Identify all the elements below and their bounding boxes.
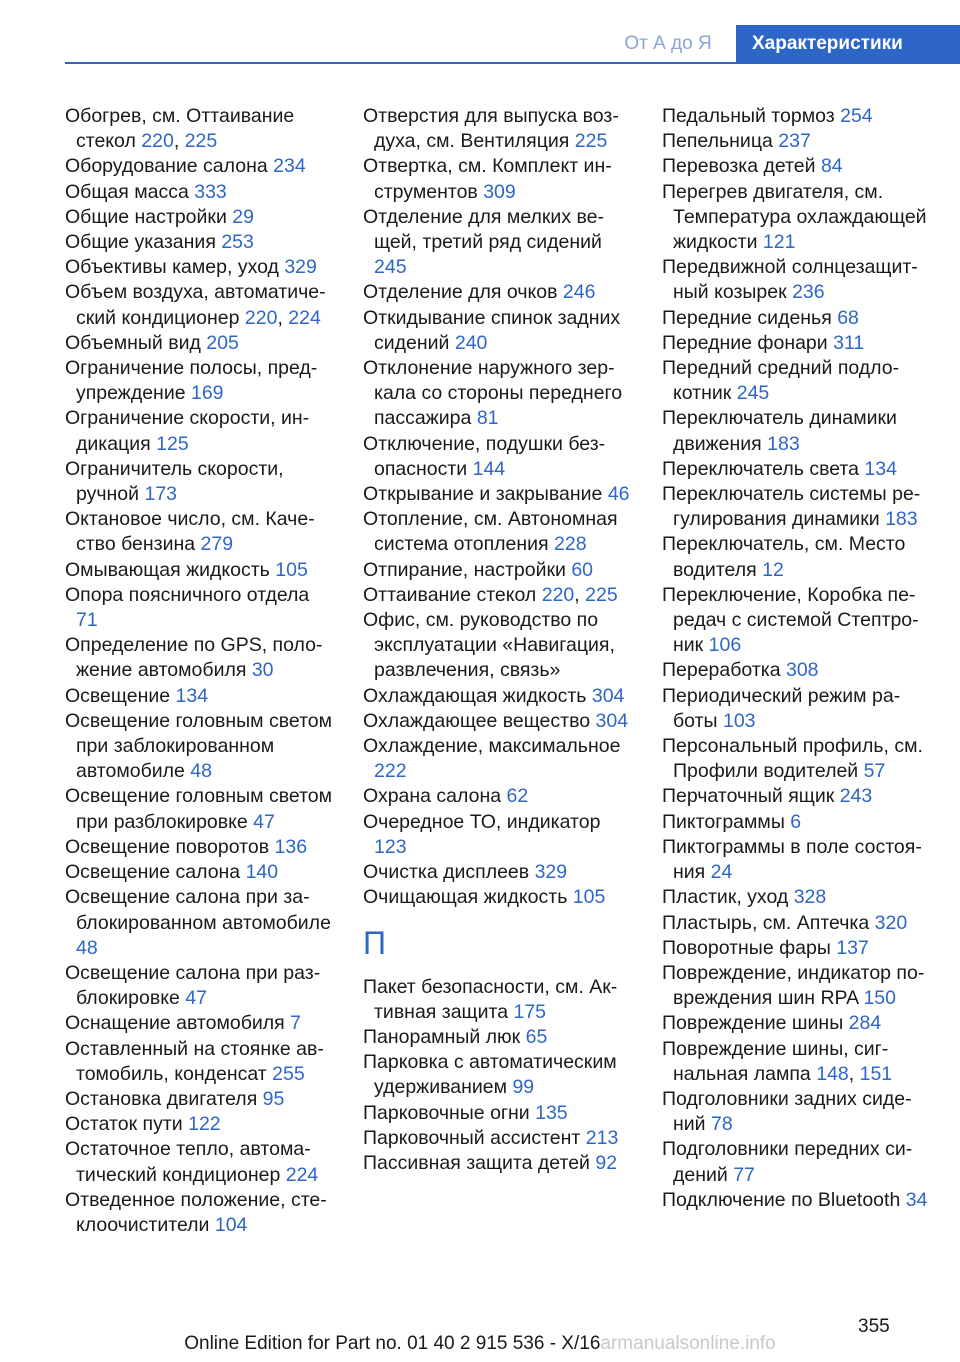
- index-entry: [363, 507, 633, 557]
- index-entry: [363, 1025, 633, 1050]
- page-link[interactable]: 222: [374, 760, 407, 783]
- index-entry: [662, 255, 937, 305]
- index-entry: [363, 810, 633, 860]
- index-entry: [65, 406, 335, 456]
- entry-text: Офис, см. руководство по эксплуатации «Навигация, развлечения, связь»: [363, 609, 615, 682]
- index-entry: [65, 885, 335, 961]
- entry-text: Общие настройки: [65, 205, 227, 228]
- page-link[interactable]: 125: [156, 432, 189, 455]
- index-entry: [662, 961, 937, 1011]
- entry-text: Отверстия для выпуска воздуха, см. Вентиляция: [363, 105, 619, 153]
- index-entry: [662, 658, 937, 683]
- index-entry: [65, 684, 335, 709]
- index-entry: Оттаивание стекол 220, 225: [363, 583, 618, 606]
- entry-text: Панорамный люк: [363, 1025, 521, 1048]
- index-entry: [363, 280, 633, 305]
- entry-text: Повреждение шины: [662, 1012, 844, 1035]
- entry-text: Очистка дисплеев: [363, 861, 530, 884]
- entry-text: Ограничитель скорости, ручной: [65, 457, 284, 506]
- index-entry: [363, 306, 633, 356]
- page-link[interactable]: 99: [512, 1076, 535, 1099]
- entry-text: Перегрев двигателя, см. Температура охлаждающей жидкости: [662, 180, 927, 254]
- page-link[interactable]: 225: [585, 583, 618, 606]
- page-link[interactable]: 60: [571, 558, 594, 581]
- page-link[interactable]: 7: [290, 1012, 301, 1035]
- page-link[interactable]: 220: [541, 583, 575, 606]
- index-entry: [662, 583, 937, 659]
- page-link[interactable]: 175: [513, 1000, 547, 1023]
- page-link[interactable]: 234: [273, 155, 306, 178]
- index-entry: [65, 709, 335, 785]
- header-section[interactable]: От А до Я: [605, 25, 731, 63]
- entry-text: Отпирание, настройки: [363, 558, 566, 581]
- index-entry: [363, 1101, 633, 1126]
- page-link[interactable]: 47: [253, 810, 275, 833]
- page-link[interactable]: 48: [190, 760, 212, 783]
- index-column-2-list: [363, 104, 633, 911]
- entry-text: Передний средний подлокотник: [662, 357, 900, 405]
- index-entry: [662, 406, 937, 456]
- entry-text: Освещение салона при заблокированном автомобиле: [65, 886, 331, 934]
- page-link[interactable]: 304: [591, 684, 625, 707]
- page-link[interactable]: 311: [833, 331, 865, 354]
- entry-text: Подголовники передних сидений: [662, 1138, 913, 1186]
- index-column-1: [65, 104, 335, 1238]
- page-link[interactable]: 121: [762, 231, 796, 254]
- index-entry: [662, 356, 937, 406]
- page-link[interactable]: 183: [767, 432, 800, 455]
- entry-text: Освещение салона: [65, 861, 241, 884]
- page-link[interactable]: 84: [820, 155, 843, 178]
- index-entry: [662, 810, 937, 835]
- index-entry: [662, 129, 937, 154]
- page-link[interactable]: 134: [864, 457, 897, 480]
- entry-text: Подголовники задних сидений: [662, 1087, 912, 1136]
- index-entry: [363, 860, 633, 885]
- page-link[interactable]: 144: [472, 457, 506, 480]
- page-link[interactable]: 148: [816, 1062, 849, 1085]
- page-link[interactable]: 134: [175, 684, 209, 707]
- index-entry: [65, 457, 335, 507]
- page-link[interactable]: 253: [221, 231, 254, 254]
- page-link[interactable]: 104: [214, 1213, 248, 1236]
- page-link[interactable]: 279: [200, 533, 234, 556]
- entry-text: Очередное ТО, индикатор: [363, 810, 601, 833]
- page-link[interactable]: 320: [874, 911, 908, 934]
- index-entry: [65, 835, 335, 860]
- entry-text: Объем воздуха, автоматический кондиционер: [65, 281, 326, 329]
- index-entry: [363, 709, 633, 734]
- page-link[interactable]: 240: [454, 331, 488, 354]
- entry-text: Отделение для мелких вещей, третий ряд сидений: [363, 205, 604, 254]
- entry-text: Парковочный ассистент: [363, 1126, 581, 1149]
- index-entry: [662, 911, 937, 936]
- entry-text: Открывание и закрывание: [363, 483, 603, 506]
- entry-text: Периодический режим работы: [662, 684, 901, 732]
- entry-text: Отопление, см. Автономная система отопления: [363, 508, 618, 556]
- index-entry: [65, 1087, 335, 1112]
- entry-text: Парковка с автоматическим удерживанием: [363, 1051, 617, 1099]
- page-link[interactable]: 68: [837, 306, 859, 329]
- index-entry: [65, 205, 335, 230]
- entry-text: Пиктограммы в поле состояния: [662, 835, 922, 884]
- page-link[interactable]: 30: [251, 659, 274, 682]
- header-chapter[interactable]: Характеристики: [736, 25, 960, 63]
- index-entry: [65, 583, 335, 633]
- page-link[interactable]: 122: [188, 1113, 221, 1136]
- index-entry: [662, 784, 937, 809]
- entry-text: Передвижной солнцезащитный козырек: [662, 256, 918, 304]
- entry-text: Отклонение наружного зеркала со стороны переднего пассажира: [363, 357, 623, 430]
- page-link[interactable]: 6: [790, 810, 802, 833]
- index-entry: [65, 633, 335, 683]
- entry-text: Парковочные огни: [363, 1101, 530, 1124]
- page-link[interactable]: 77: [733, 1163, 755, 1186]
- footer-watermark: armanualsonline.info: [600, 1333, 776, 1354]
- page-link[interactable]: 12: [762, 558, 784, 581]
- page-link[interactable]: 71: [76, 609, 98, 632]
- page-link[interactable]: 243: [839, 785, 873, 808]
- entry-text: Освещение: [65, 684, 171, 707]
- header-divider: [65, 62, 960, 64]
- index-entry: [662, 1011, 937, 1036]
- index-entry: [662, 154, 937, 179]
- entry-text: Оставленный на стоянке автомобиль, конденсат: [65, 1037, 324, 1085]
- page-link[interactable]: 29: [232, 205, 254, 228]
- index-entry: [363, 1151, 633, 1176]
- page-link[interactable]: 136: [274, 835, 308, 858]
- index-entry: [662, 1087, 937, 1137]
- page-link[interactable]: 103: [722, 709, 756, 732]
- page-link[interactable]: 225: [184, 130, 218, 153]
- entry-text: Пиктограммы: [662, 810, 785, 833]
- page-header: [0, 25, 960, 63]
- page-link[interactable]: 95: [262, 1087, 285, 1110]
- index-entry: [662, 936, 937, 961]
- page-link[interactable]: 333: [194, 180, 227, 203]
- entry-text: Общие указания: [65, 231, 216, 254]
- entry-text: Переключатель динамики движения: [662, 407, 897, 455]
- page-link[interactable]: 284: [848, 1012, 882, 1035]
- index-entry: Повреждение шины, сигнальная лампа 148, 151: [662, 1037, 893, 1085]
- index-entry: [363, 975, 633, 1025]
- page-link[interactable]: 57: [863, 760, 886, 783]
- page-link[interactable]: 105: [275, 558, 308, 581]
- entry-text: Общая масса: [65, 180, 189, 203]
- page-link[interactable]: 78: [710, 1113, 733, 1136]
- entry-text: Повреждение шины, сигнальная лампа: [662, 1037, 889, 1085]
- index-entry: [65, 860, 335, 885]
- index-entry: [363, 608, 633, 684]
- entry-text: Откидывание спинок задних сидений: [363, 306, 621, 354]
- index-entry: [662, 331, 937, 356]
- entry-text: Охлаждение, максимальное: [363, 735, 621, 758]
- entry-text: Оснащение автомобиля: [65, 1012, 285, 1035]
- page-link[interactable]: 24: [710, 861, 733, 884]
- entry-text: Переключатель, см. Место водителя: [662, 533, 906, 581]
- entry-text: Отведенное положение, стеклоочистители: [65, 1188, 327, 1236]
- page-link[interactable]: 137: [836, 936, 869, 959]
- page-link[interactable]: 224: [288, 306, 321, 329]
- page-link[interactable]: 46: [607, 483, 630, 506]
- entry-text: Переключатель света: [662, 457, 859, 480]
- index-entry: [363, 1050, 633, 1100]
- entry-text: Определение по GPS, положение автомобиля: [65, 634, 323, 682]
- index-entry: [65, 558, 335, 583]
- index-entry: [363, 734, 633, 784]
- entry-text: Подключение по Bluetooth: [662, 1188, 901, 1211]
- index-entry: [65, 154, 335, 179]
- page-link[interactable]: 105: [572, 886, 606, 909]
- index-entry: [65, 255, 335, 280]
- page-link[interactable]: 220: [244, 306, 278, 329]
- entry-text: Перевозка детей: [662, 155, 816, 178]
- page-link[interactable]: 309: [483, 180, 516, 203]
- index-entry: [363, 154, 633, 204]
- index-entry: [65, 356, 335, 406]
- index-entry: [65, 1037, 335, 1087]
- entry-text: Освещение головным светом при разблокировке: [65, 785, 333, 833]
- footer: [0, 1333, 960, 1355]
- index-entry: [363, 482, 633, 507]
- entry-text: Повреждение, индикатор повреждения шин RPA: [662, 961, 925, 1010]
- page-link[interactable]: 169: [190, 382, 224, 405]
- entry-text: Пакет безопасности, см. Активная защита: [363, 975, 618, 1023]
- index-entry: [363, 432, 633, 482]
- page-link[interactable]: 183: [885, 508, 918, 531]
- page-link[interactable]: 237: [778, 130, 811, 153]
- page-link[interactable]: 140: [245, 861, 279, 884]
- page-link[interactable]: 173: [144, 483, 178, 506]
- entry-text: Отключение, подушки безопасности: [363, 432, 606, 480]
- section-p-list: [363, 975, 633, 1177]
- page-link[interactable]: 245: [374, 256, 407, 279]
- index-entry: [662, 684, 937, 734]
- page-link[interactable]: 304: [595, 709, 629, 732]
- index-entry: [662, 457, 937, 482]
- entry-text: Объемный вид: [65, 331, 201, 354]
- index-entry: [363, 684, 633, 709]
- index-entry: [662, 835, 937, 885]
- page-link[interactable]: 246: [562, 281, 596, 304]
- entry-text: Перчаточный ящик: [662, 785, 835, 808]
- entry-text: Педальный тормоз: [662, 105, 835, 127]
- index-entry: [65, 1137, 335, 1187]
- index-entry: Обогрев, см. Оттаивание стекол 220, 225: [65, 105, 295, 153]
- entry-text: Переключатель системы регулирования динамики: [662, 483, 921, 531]
- index-entry: Объем воздуха, автоматический кондиционер 220, 224: [65, 281, 326, 329]
- entry-text: Остаточное тепло, автоматический кондиционер: [65, 1138, 311, 1186]
- index-column-2: [363, 104, 633, 1176]
- entry-text: Охлаждающее вещество: [363, 709, 591, 732]
- entry-text: Отделение для очков: [363, 281, 558, 304]
- entry-text: Остаток пути: [65, 1113, 183, 1136]
- page-link[interactable]: 47: [185, 987, 207, 1010]
- entry-text: Освещение головным светом при заблокированном автомобиле: [65, 709, 333, 783]
- entry-text: Пассивная защита детей: [363, 1151, 590, 1174]
- index-entry: [662, 180, 937, 256]
- index-entry: [363, 205, 633, 281]
- index-entry: [363, 1126, 633, 1151]
- page-link[interactable]: 224: [285, 1163, 319, 1186]
- entry-text: Ограничение скорости, индикация: [65, 407, 310, 455]
- page-link[interactable]: 213: [585, 1126, 619, 1149]
- page-link[interactable]: 205: [206, 331, 239, 354]
- entry-text: Персональный профиль, см. Профили водителей: [662, 735, 923, 783]
- entry-text: Остановка двигателя: [65, 1087, 258, 1110]
- index-entry: [662, 1137, 937, 1187]
- page-link[interactable]: 62: [506, 785, 529, 808]
- section-letter: П: [363, 924, 386, 961]
- entry-text: Переключение, Коробка передач с системой Стептроник: [662, 583, 919, 657]
- entry-text: Обогрев, см. Оттаивание стекол: [65, 105, 295, 153]
- index-entry: [363, 558, 633, 583]
- page-link[interactable]: 151: [859, 1062, 893, 1085]
- page-link[interactable]: 48: [76, 936, 98, 959]
- entry-text: Оттаивание стекол: [363, 583, 537, 606]
- footer-edition: Online Edition for Part no. 01 40 2 915 536 - X/16: [184, 1333, 601, 1354]
- page-link[interactable]: 329: [534, 861, 568, 884]
- entry-text: Передние фонари: [662, 331, 828, 354]
- page-link[interactable]: 65: [525, 1025, 548, 1048]
- index-entry: [65, 784, 335, 834]
- entry-text: Охрана салона: [363, 785, 502, 808]
- index-entry: [65, 961, 335, 1011]
- page-link[interactable]: 150: [863, 987, 896, 1010]
- entry-text: Октановое число, см. Качество бензина: [65, 508, 315, 556]
- page-link[interactable]: 81: [476, 407, 499, 430]
- page-link[interactable]: 328: [793, 886, 827, 909]
- page-link[interactable]: 236: [792, 281, 825, 304]
- index-entry: [65, 180, 335, 205]
- page-link[interactable]: 34: [905, 1188, 928, 1211]
- index-entry: [65, 331, 335, 356]
- index-column-3: [662, 104, 937, 1213]
- index-entry: [363, 784, 633, 809]
- page-number: 355: [858, 1316, 890, 1337]
- page-link[interactable]: 135: [535, 1101, 568, 1124]
- index-entry: [65, 230, 335, 255]
- index-entry: [662, 1188, 937, 1213]
- entry-text: Объективы камер, уход: [65, 256, 279, 279]
- entry-text: Освещение поворотов: [65, 835, 270, 858]
- entry-text: Отвертка, см. Комплект инструментов: [363, 155, 612, 203]
- page-link[interactable]: 245: [736, 382, 770, 405]
- page-link[interactable]: 228: [554, 533, 587, 556]
- entry-text: Передние сиденья: [662, 306, 832, 329]
- entry-text: Оборудование салона: [65, 155, 268, 178]
- entry-text: Поворотные фары: [662, 936, 831, 959]
- index-entry: [662, 482, 937, 532]
- page-link[interactable]: 123: [374, 835, 407, 858]
- index-entry: [662, 306, 937, 331]
- entry-text: Охлаждающая жидкость: [363, 684, 587, 707]
- index-entry: [662, 532, 937, 582]
- index-entry: [65, 1112, 335, 1137]
- entry-text: Омывающая жидкость: [65, 558, 270, 581]
- page-link[interactable]: 254: [840, 105, 873, 127]
- page-link[interactable]: 225: [574, 130, 608, 153]
- index-entry: [363, 104, 633, 154]
- index-entry: [662, 104, 937, 129]
- index-entry: [363, 356, 633, 432]
- entry-text: Переработка: [662, 659, 781, 682]
- entry-text: Пластырь, см. Аптечка: [662, 911, 870, 934]
- page-link[interactable]: 255: [272, 1062, 305, 1085]
- page-link[interactable]: 106: [708, 634, 742, 657]
- entry-text: Пепельница: [662, 130, 773, 153]
- page-link[interactable]: 329: [284, 256, 317, 279]
- index-entry: [65, 1188, 335, 1238]
- entry-text: Очищающая жидкость: [363, 886, 568, 909]
- index-entry: [65, 507, 335, 557]
- page-link[interactable]: 92: [595, 1151, 618, 1174]
- entry-text: Опора поясничного отдела: [65, 583, 310, 606]
- index-entry: [363, 885, 633, 910]
- index-entry: [662, 734, 937, 784]
- entry-text: Пластик, уход: [662, 886, 789, 909]
- entry-text: Освещение салона при разблокировке: [65, 961, 321, 1010]
- index-entry: [662, 885, 937, 910]
- page-link[interactable]: 220: [141, 130, 174, 153]
- entry-text: Ограничение полосы, предупреждение: [65, 357, 318, 405]
- page-link[interactable]: 308: [785, 659, 819, 682]
- index-entry: [65, 1011, 335, 1036]
